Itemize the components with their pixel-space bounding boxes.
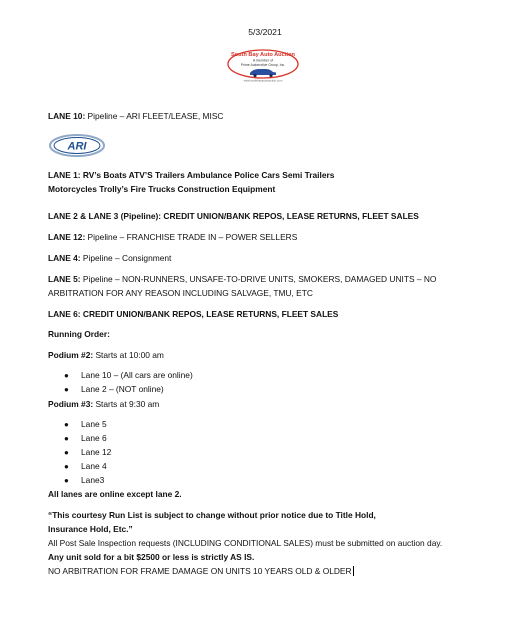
bullet-icon: ● <box>64 476 69 485</box>
south-bay-logo-graphic <box>226 45 300 83</box>
lane-6-line: LANE 6: CREDIT UNION/BANK REPOS, LEASE RETURNS, FLEET SALES <box>48 309 339 319</box>
lane-4-line <box>48 253 171 263</box>
as-is-note: Any unit sold for a bit $2500 or less is strictly AS IS. <box>48 552 255 562</box>
lane-5-text: Pipeline – NON-RUNNERS, UNSAFE-TO-DRIVE UNITS, SMOKERS, DAMAGED UNITS – NO <box>80 274 437 284</box>
podium-2-item: Lane 10 – (All cars are online) <box>81 370 193 380</box>
podium-2-line <box>48 350 164 360</box>
online-note: All lanes are online except lane 2. <box>48 489 182 499</box>
south-bay-logo <box>226 45 300 83</box>
ari-logo <box>48 133 106 158</box>
podium-3-item: Lane 5 <box>81 419 107 429</box>
bullet-icon: ● <box>64 385 69 394</box>
ari-logo-text: ARI <box>67 140 87 153</box>
lane-5-label: LANE 5: <box>48 274 81 284</box>
lane-10-line <box>48 111 223 121</box>
disclaimer-line-2: Insurance Hold, Etc.” <box>48 524 133 534</box>
podium-3-item: Lane 4 <box>81 461 107 471</box>
logo-sub-text-2: Prime Automotive Group, Inc. <box>240 63 286 67</box>
podium-2-label: Podium #2: <box>48 350 94 360</box>
lane-5-line-2: ARBITRATION FOR ANY REASON INCLUDING SALVAGE, TMU, ETC <box>48 288 313 298</box>
ari-logo-graphic <box>48 133 106 158</box>
logo-sub-text-1: A member of <box>252 58 274 63</box>
podium-2-text: Starts at 10:00 am <box>93 350 164 360</box>
lane-12-label: LANE 12: <box>48 232 86 242</box>
podium-3-text: Starts at 9:30 am <box>93 399 160 409</box>
lane-1-line-1: LANE 1: RV’s Boats ATV’S Trailers Ambulance Police Cars Semi Trailers <box>48 170 335 180</box>
bullet-icon: ● <box>64 371 69 380</box>
lane-12-text: Pipeline – FRANCHISE TRADE IN – POWER SELLERS <box>85 232 298 242</box>
disclaimer-line-1: “This courtesy Run List is subject to change without prior notice due to Title Hold, <box>48 510 376 520</box>
lane-10-label: LANE 10: <box>48 111 86 121</box>
lane-10-text: Pipeline – ARI FLEET/LEASE, MISC <box>85 111 224 121</box>
running-order-heading: Running Order: <box>48 329 110 339</box>
frame-note-line <box>48 566 354 576</box>
bullet-icon: ● <box>64 448 69 457</box>
lane-4-text: Pipeline – Consignment <box>80 253 172 263</box>
podium-3-label: Podium #3: <box>48 399 94 409</box>
lane-1-line-2: Motorcycles Trolly’s Fire Trucks Construction Equipment <box>48 184 276 194</box>
psi-note: All Post Sale Inspection requests (INCLUDING CONDITIONAL SALES) must be submitted on auction day. <box>48 538 443 548</box>
lane-2-3-line: LANE 2 & LANE 3 (Pipeline): CREDIT UNION/BANK REPOS, LEASE RETURNS, FLEET SALES <box>48 211 419 221</box>
bullet-icon: ● <box>64 420 69 429</box>
document-date: 5/3/2021 <box>248 27 282 37</box>
lane-12-line <box>48 232 297 242</box>
lane-4-label: LANE 4: <box>48 253 81 263</box>
podium-3-item: Lane 6 <box>81 433 107 443</box>
text-cursor <box>353 566 354 576</box>
podium-2-item: Lane 2 – (NOT online) <box>81 384 164 394</box>
podium-3-line <box>48 399 159 409</box>
frame-note: NO ARBITRATION FOR FRAME DAMAGE ON UNITS 10 YEARS OLD & OLDER <box>48 566 352 576</box>
podium-3-item: Lane 12 <box>81 447 112 457</box>
logo-url-text: www.southbayautoauction.com <box>243 78 283 83</box>
bullet-icon: ● <box>64 434 69 443</box>
logo-top-text: South Bay Auto Auction <box>231 52 295 58</box>
lane-5-line-1 <box>48 274 436 284</box>
bullet-icon: ● <box>64 462 69 471</box>
podium-3-item: Lane3 <box>81 475 105 485</box>
